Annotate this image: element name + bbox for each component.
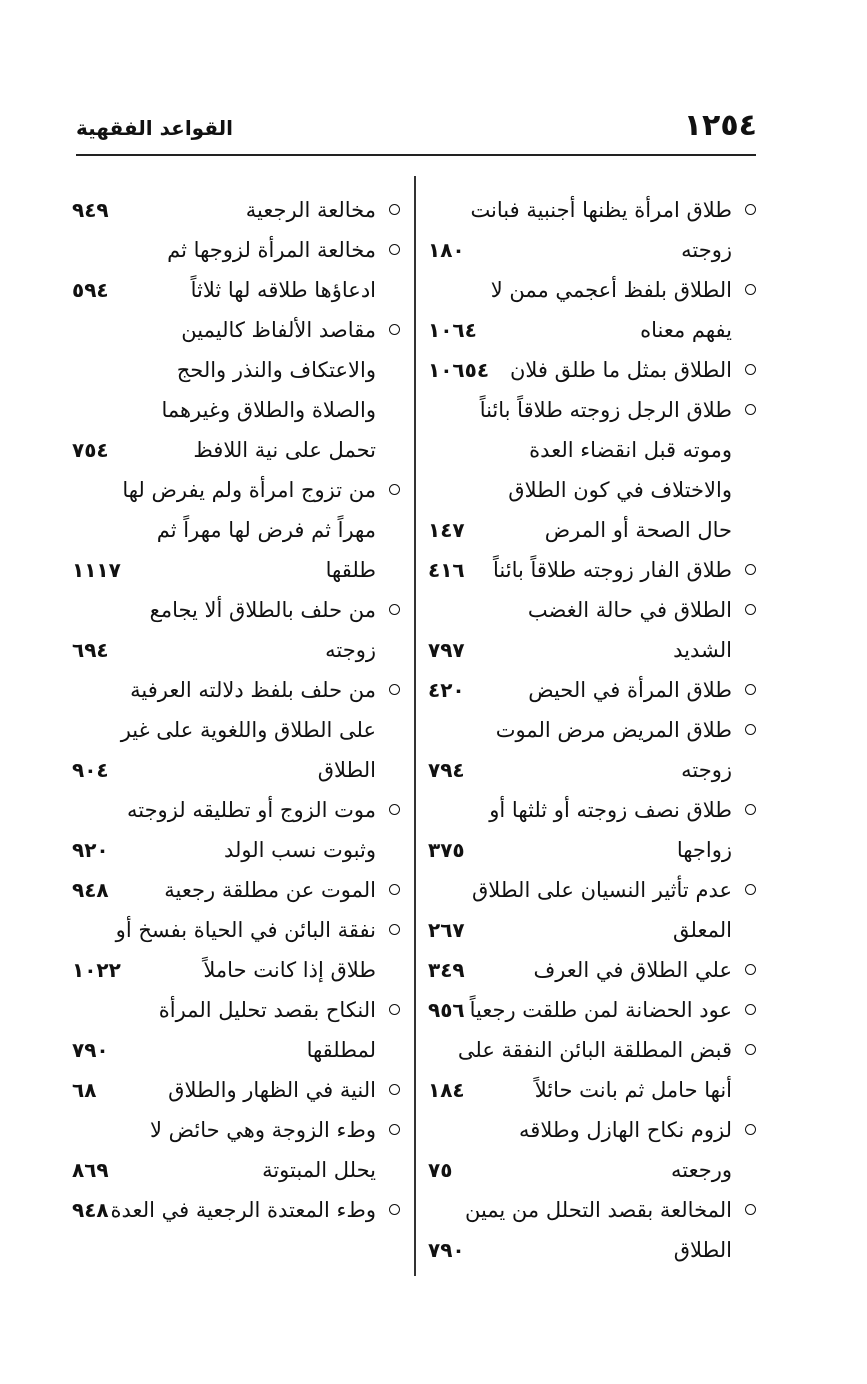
index-entry: [72, 870, 404, 910]
entry-page-number: ٧٩٧: [428, 638, 465, 662]
index-entry: [428, 1110, 760, 1190]
header-rule: [76, 154, 756, 156]
entry-page-number: ٧٥٤: [72, 438, 109, 462]
entry-text-line: يفهم معناه: [640, 318, 732, 342]
index-entry: [428, 550, 760, 590]
index-entry: [72, 1110, 404, 1190]
index-entry: [72, 910, 404, 990]
index-entry: [428, 950, 760, 990]
index-entry: [428, 590, 760, 670]
entry-text-line: المخالعة بقصد التحلل من يمين: [428, 1190, 760, 1230]
entry-text-line: زواجها: [676, 838, 732, 862]
entry-text-line: مقاصد الألفاظ كاليمين: [72, 310, 404, 350]
entry-text-line: وموته قبل انقضاء العدة: [529, 438, 732, 462]
index-column-right: [428, 190, 760, 1270]
page-number: ١٢٥٤: [683, 108, 757, 143]
entry-text-line: تحمل على نية اللافظ: [193, 438, 376, 462]
entry-text-line: والاختلاف في كون الطلاق: [508, 478, 732, 502]
entry-text-line: النية في الظهار والطلاق: [72, 1070, 404, 1110]
index-entry: [428, 990, 760, 1030]
entry-text-line: من تزوج امرأة ولم يفرض لها: [72, 470, 404, 510]
entry-page-number: ٩٤٨: [72, 1198, 109, 1222]
entry-text-line: يحلل المبتوتة: [262, 1158, 376, 1182]
index-entry: [428, 1030, 760, 1110]
entry-text-line: الموت عن مطلقة رجعية: [72, 870, 404, 910]
entry-text-line: زوجته: [325, 638, 376, 662]
entry-page-number: ١٠٢٢: [72, 958, 121, 982]
entry-text-line: طلاق الرجل زوجته طلاقاً بائناً: [428, 390, 760, 430]
entry-text-line: من حلف بلفظ دلالته العرفية: [72, 670, 404, 710]
entry-text-line: حال الصحة أو المرض: [544, 518, 732, 542]
entry-page-number: ١٨٠: [428, 238, 465, 262]
entry-page-number: ٤١٦: [428, 558, 465, 582]
page-header: [76, 108, 757, 148]
index-entry: [428, 350, 760, 390]
entry-text-line: مخالعة المرأة لزوجها ثم: [72, 230, 404, 270]
entry-page-number: ٩٤٩: [72, 198, 109, 222]
index-entry: [428, 870, 760, 950]
entry-text-line: الشديد: [673, 638, 732, 662]
entry-page-number: ١٠٦٤: [428, 318, 477, 342]
entry-text-line: موت الزوج أو تطليقه لزوجته: [72, 790, 404, 830]
index-entry: [72, 310, 404, 470]
entry-text-line: أنها حامل ثم بانت حائلاً: [534, 1078, 732, 1102]
entry-page-number: ٦٨: [72, 1078, 97, 1102]
index-entry: [72, 1190, 404, 1230]
index-entry: [72, 1070, 404, 1110]
entry-page-number: ٩٢٠: [72, 838, 109, 862]
entry-text-line: الطلاق في حالة الغضب: [428, 590, 760, 630]
entry-text-line: زوجته: [681, 758, 732, 782]
entry-page-number: ١٤٧: [428, 518, 465, 542]
entry-text-line: والاعتكاف والنذر والحج: [176, 358, 376, 382]
index-entry: [428, 390, 760, 550]
entry-page-number: ٩٠٤: [72, 758, 109, 782]
index-entry: [428, 190, 760, 270]
index-entry: [72, 670, 404, 790]
entry-page-number: ٣٤٩: [428, 958, 465, 982]
entry-text-line: نفقة البائن في الحياة بفسخ أو: [72, 910, 404, 950]
entry-text-line: طلقها: [325, 558, 376, 582]
entry-page-number: ٧٥: [428, 1158, 453, 1182]
entry-text-line: عدم تأثير النسيان على الطلاق: [428, 870, 760, 910]
entry-page-number: ١١١٧: [72, 558, 121, 582]
index-entry: [72, 990, 404, 1070]
entry-text-line: قبض المطلقة البائن النفقة على: [428, 1030, 760, 1070]
entry-text-line: علي الطلاق في العرف: [428, 950, 760, 990]
index-entry: [428, 670, 760, 710]
index-entry: [72, 470, 404, 590]
entry-page-number: ٤٢٠: [428, 678, 465, 702]
column-divider: [414, 176, 416, 1276]
entry-text-line: الطلاق بمثل ما طلق فلان: [428, 350, 760, 390]
entry-text-line: مهراً ثم فرض لها مهراً ثم: [156, 518, 376, 542]
entry-page-number: ٢٦٧: [428, 918, 465, 942]
entry-text-line: على الطلاق واللغوية على غير: [120, 718, 376, 742]
book-title: القواعد الفقهية: [76, 116, 233, 140]
index-entry: [72, 590, 404, 670]
entry-text-line: النكاح بقصد تحليل المرأة: [72, 990, 404, 1030]
entry-text-line: والصلاة والطلاق وغيرهما: [161, 398, 376, 422]
entry-text-line: الطلاق: [317, 758, 376, 782]
index-entry: [428, 710, 760, 790]
entry-text-line: طلاق إذا كانت حاملاً: [203, 958, 376, 982]
entry-page-number: ١٠٦٥٤: [428, 358, 490, 382]
entry-text-line: وثبوت نسب الولد: [224, 838, 376, 862]
index-entry: [72, 190, 404, 230]
entry-text-line: لزوم نكاح الهازل وطلاقه: [428, 1110, 760, 1150]
entry-text-line: عود الحضانة لمن طلقت رجعياً: [428, 990, 760, 1030]
entry-text-line: وطء الزوجة وهي حائض لا: [72, 1110, 404, 1150]
entry-text-line: طلاق المرأة في الحيض: [428, 670, 760, 710]
index-entry: [428, 270, 760, 350]
entry-page-number: ٨٦٩: [72, 1158, 109, 1182]
entry-text-line: الطلاق: [673, 1238, 732, 1262]
entry-text-line: الطلاق بلفظ أعجمي ممن لا: [428, 270, 760, 310]
entry-page-number: ٧٩٠: [428, 1238, 465, 1262]
entry-page-number: ٦٩٤: [72, 638, 109, 662]
entry-page-number: ٣٧٥: [428, 838, 465, 862]
entry-page-number: ٧٩٤: [428, 758, 465, 782]
entry-page-number: ٩٤٨: [72, 878, 109, 902]
entry-page-number: ١٨٤: [428, 1078, 465, 1102]
index-entry: [428, 790, 760, 870]
entry-text-line: لمطلقها: [306, 1038, 376, 1062]
index-entry: [428, 1190, 760, 1270]
entry-text-line: طلاق نصف زوجته أو ثلثها أو: [428, 790, 760, 830]
entry-page-number: ٥٩٤: [72, 278, 109, 302]
index-column-left: [72, 190, 404, 1230]
entry-text-line: ورجعته: [671, 1158, 732, 1182]
entry-text-line: طلاق امرأة يظنها أجنبية فبانت: [428, 190, 760, 230]
entry-page-number: ٧٩٠: [72, 1038, 109, 1062]
entry-text-line: طلاق الفار زوجته طلاقاً بائناً: [428, 550, 760, 590]
entry-text-line: المعلق: [673, 918, 732, 942]
index-entry: [72, 790, 404, 870]
entry-text-line: طلاق المريض مرض الموت: [428, 710, 760, 750]
entry-text-line: من حلف بالطلاق ألا يجامع: [72, 590, 404, 630]
entry-text-line: ادعاؤها طلاقه لها ثلاثاً: [190, 278, 376, 302]
entry-text-line: زوجته: [681, 238, 732, 262]
entry-text-line: مخالعة الرجعية: [72, 190, 404, 230]
entry-text-line: وطء المعتدة الرجعية في العدة: [72, 1190, 404, 1230]
index-entry: [72, 230, 404, 310]
entry-page-number: ٩٥٦: [428, 998, 465, 1022]
